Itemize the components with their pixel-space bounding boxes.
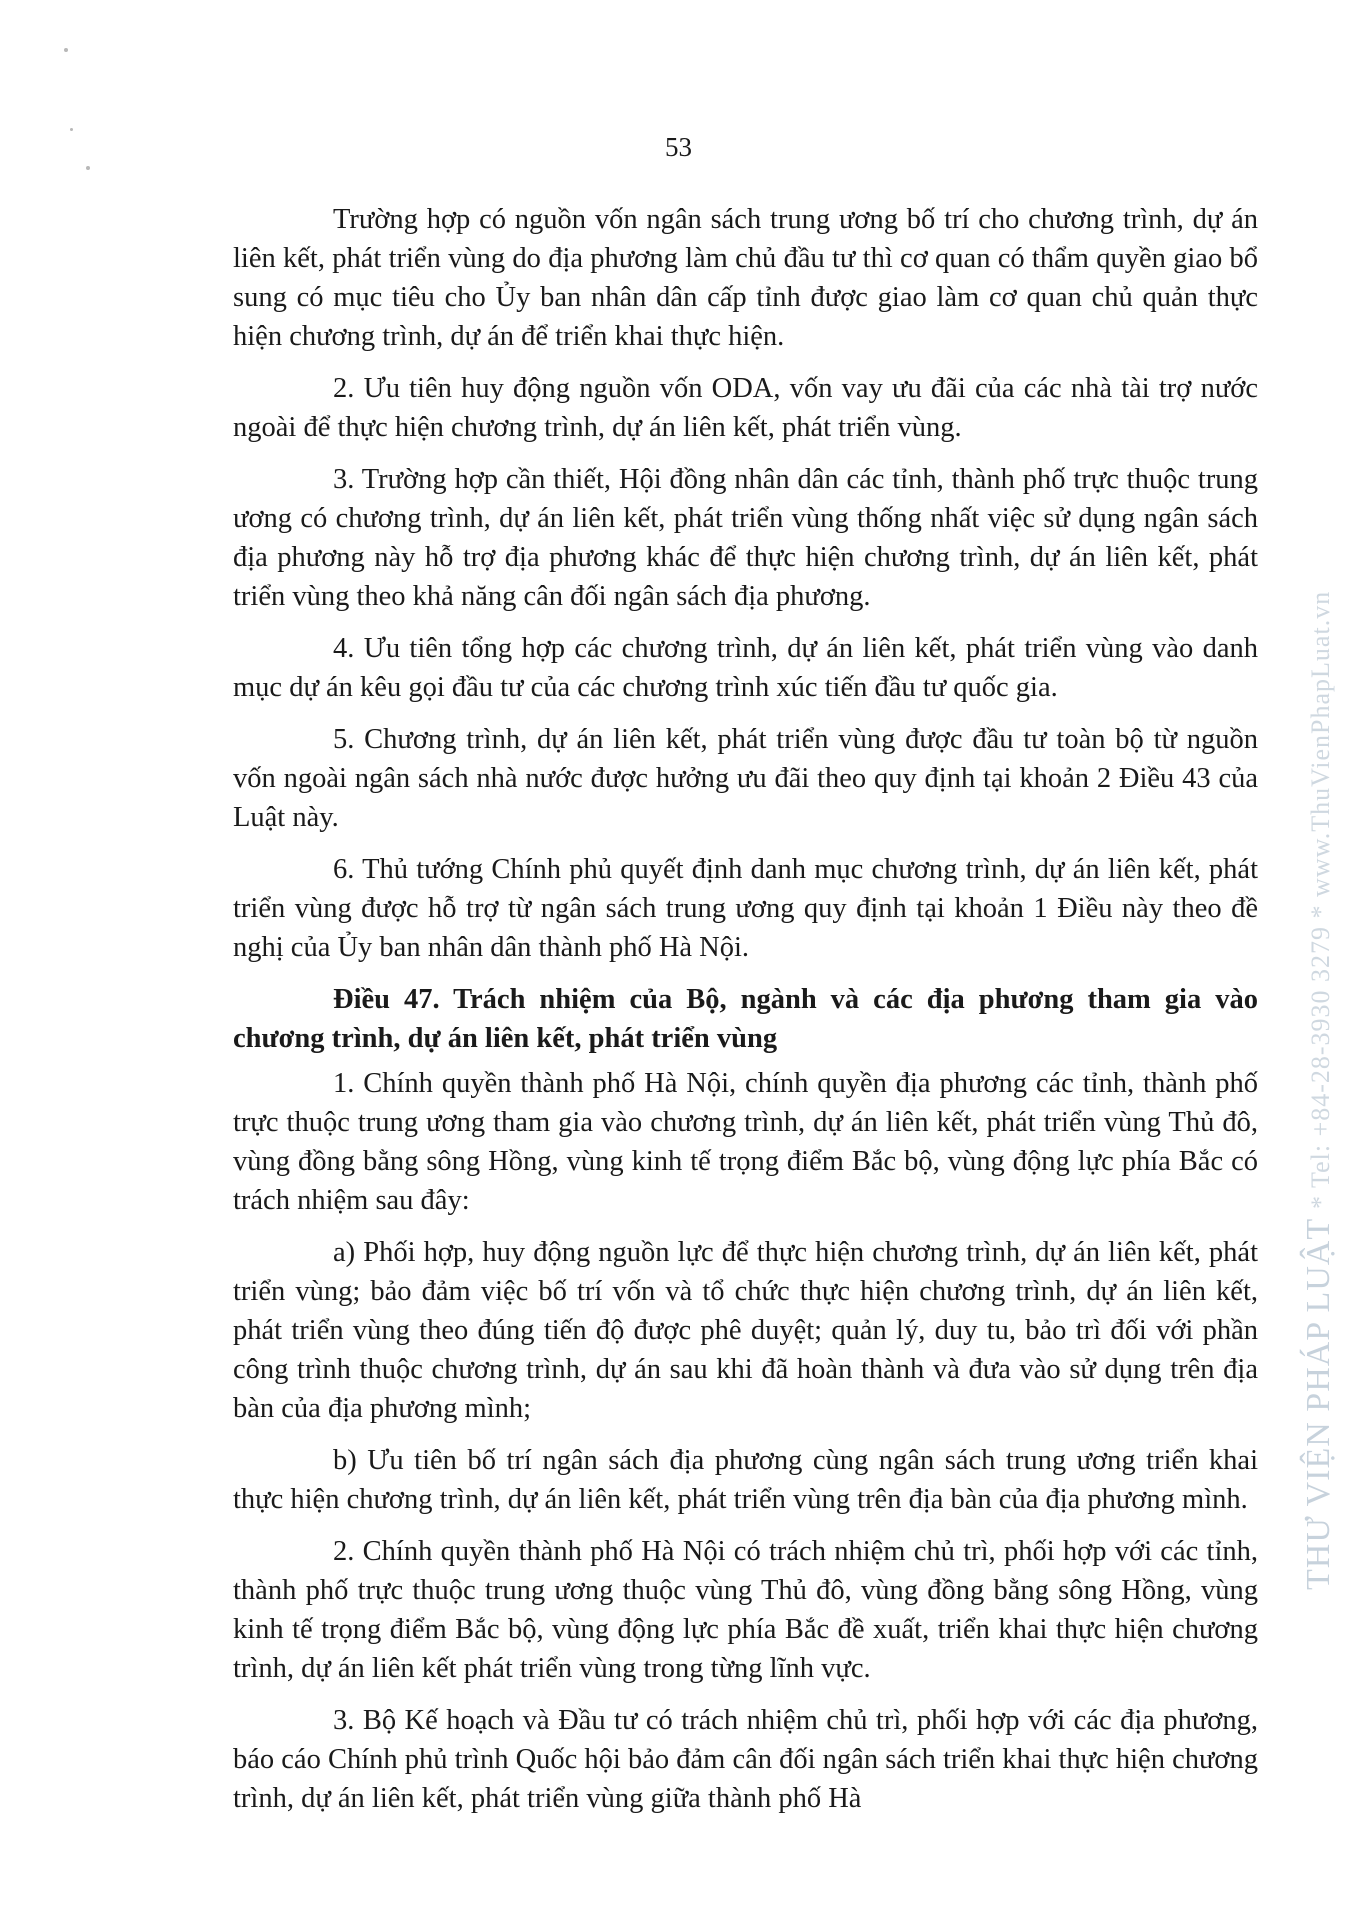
paragraph: 2. Ưu tiên huy động nguồn vốn ODA, vốn vay ưu đãi của các nhà tài trợ nước ngoài để thực hiện chương trình, dự án liên kết, phát triển vùng. xyxy=(233,373,1258,443)
paragraph: 5. Chương trình, dự án liên kết, phát triển vùng được đầu tư toàn bộ từ nguồn vốn ngoài ngân sách nhà nước được hưởng ưu đãi theo quy định tại khoản 2 Điều 43 của Luật này. xyxy=(233,724,1258,833)
watermark-contact: * Tel: +84-28-3930 3279 * www.ThuVienPhapLuat.vn xyxy=(1306,590,1335,1210)
paragraph: 1. Chính quyền thành phố Hà Nội, chính quyền địa phương các tỉnh, thành phố trực thuộc trung ương tham gia vào chương trình, dự án liên kết, phát triển vùng Thủ đô, vùng đồng bằng sông Hồng, vùng kinh tế trọng điểm Bắc bộ, vùng động lực phía Bắc có trách nhiệm sau đây: xyxy=(233,1068,1258,1216)
paragraph: b) Ưu tiên bố trí ngân sách địa phương cùng ngân sách trung ương triển khai thực hiện chương trình, dự án liên kết, phát triển vùng trên địa bàn của địa phương mình. xyxy=(233,1445,1258,1515)
paragraph: 3. Trường hợp cần thiết, Hội đồng nhân dân các tỉnh, thành phố trực thuộc trung ương có chương trình, dự án liên kết, phát triển vùng thống nhất việc sử dụng ngân sách địa phương này hỗ trợ địa phương khác để thực hiện chương trình, dự án liên kết, phát triển vùng theo khả năng cân đối ngân sách địa phương. xyxy=(233,464,1258,612)
scan-speck xyxy=(86,166,90,170)
paragraph: 6. Thủ tướng Chính phủ quyết định danh mục chương trình, dự án liên kết, phát triển vùng được hỗ trợ từ ngân sách trung ương quy định tại khoản 1 Điều này theo đề nghị của Ủy ban nhân dân thành phố Hà Nội. xyxy=(233,854,1258,963)
scan-speck xyxy=(70,128,73,131)
paragraph: 2. Chính quyền thành phố Hà Nội có trách nhiệm chủ trì, phối hợp với các tỉnh, thành phố trực thuộc trung ương thuộc vùng Thủ đô, vùng đồng bằng sông Hồng, vùng kinh tế trọng điểm Bắc bộ, vùng động lực phía Bắc đề xuất, triển khai thực hiện chương trình, dự án liên kết phát triển vùng trong từng lĩnh vực. xyxy=(233,1536,1258,1684)
paragraph: 4. Ưu tiên tổng hợp các chương trình, dự án liên kết, phát triển vùng vào danh mục dự án kêu gọi đầu tư của các chương trình xúc tiến đầu tư quốc gia. xyxy=(233,633,1258,703)
paragraph: 3. Bộ Kế hoạch và Đầu tư có trách nhiệm chủ trì, phối hợp với các địa phương, báo cáo Chính phủ trình Quốc hội bảo đảm cân đối ngân sách triển khai thực hiện chương trình, dự án liên kết, phát triển vùng giữa thành phố Hà xyxy=(233,1705,1258,1814)
paragraph: a) Phối hợp, huy động nguồn lực để thực hiện chương trình, dự án liên kết, phát triển vùng; bảo đảm việc bố trí vốn và tổ chức thực hiện chương trình, dự án liên kết, phát triển vùng theo đúng tiến độ được phê duyệt; quản lý, duy tu, bảo trì đối với phần công trình thuộc chương trình, dự án sau khi đã hoàn thành và đưa vào sử dụng trên địa bàn của địa phương mình; xyxy=(233,1237,1258,1424)
article-heading: Điều 47. Trách nhiệm của Bộ, ngành và các địa phương tham gia vào chương trình, dự án liên kết, phát triển vùng xyxy=(233,984,1258,1054)
watermark xyxy=(1300,591,1338,1590)
scan-speck xyxy=(64,48,68,52)
page-number: 53 xyxy=(665,132,692,162)
document-body xyxy=(233,200,1258,1831)
watermark-brand: THƯ VIỆN PHÁP LUẬT xyxy=(1300,1218,1337,1590)
paragraph: Trường hợp có nguồn vốn ngân sách trung ương bố trí cho chương trình, dự án liên kết, phát triển vùng do địa phương làm chủ đầu tư thì cơ quan có thẩm quyền giao bổ sung có mục tiêu cho Ủy ban nhân dân cấp tỉnh được giao làm cơ quan chủ quản thực hiện chương trình, dự án để triển khai thực hiện. xyxy=(233,204,1258,352)
